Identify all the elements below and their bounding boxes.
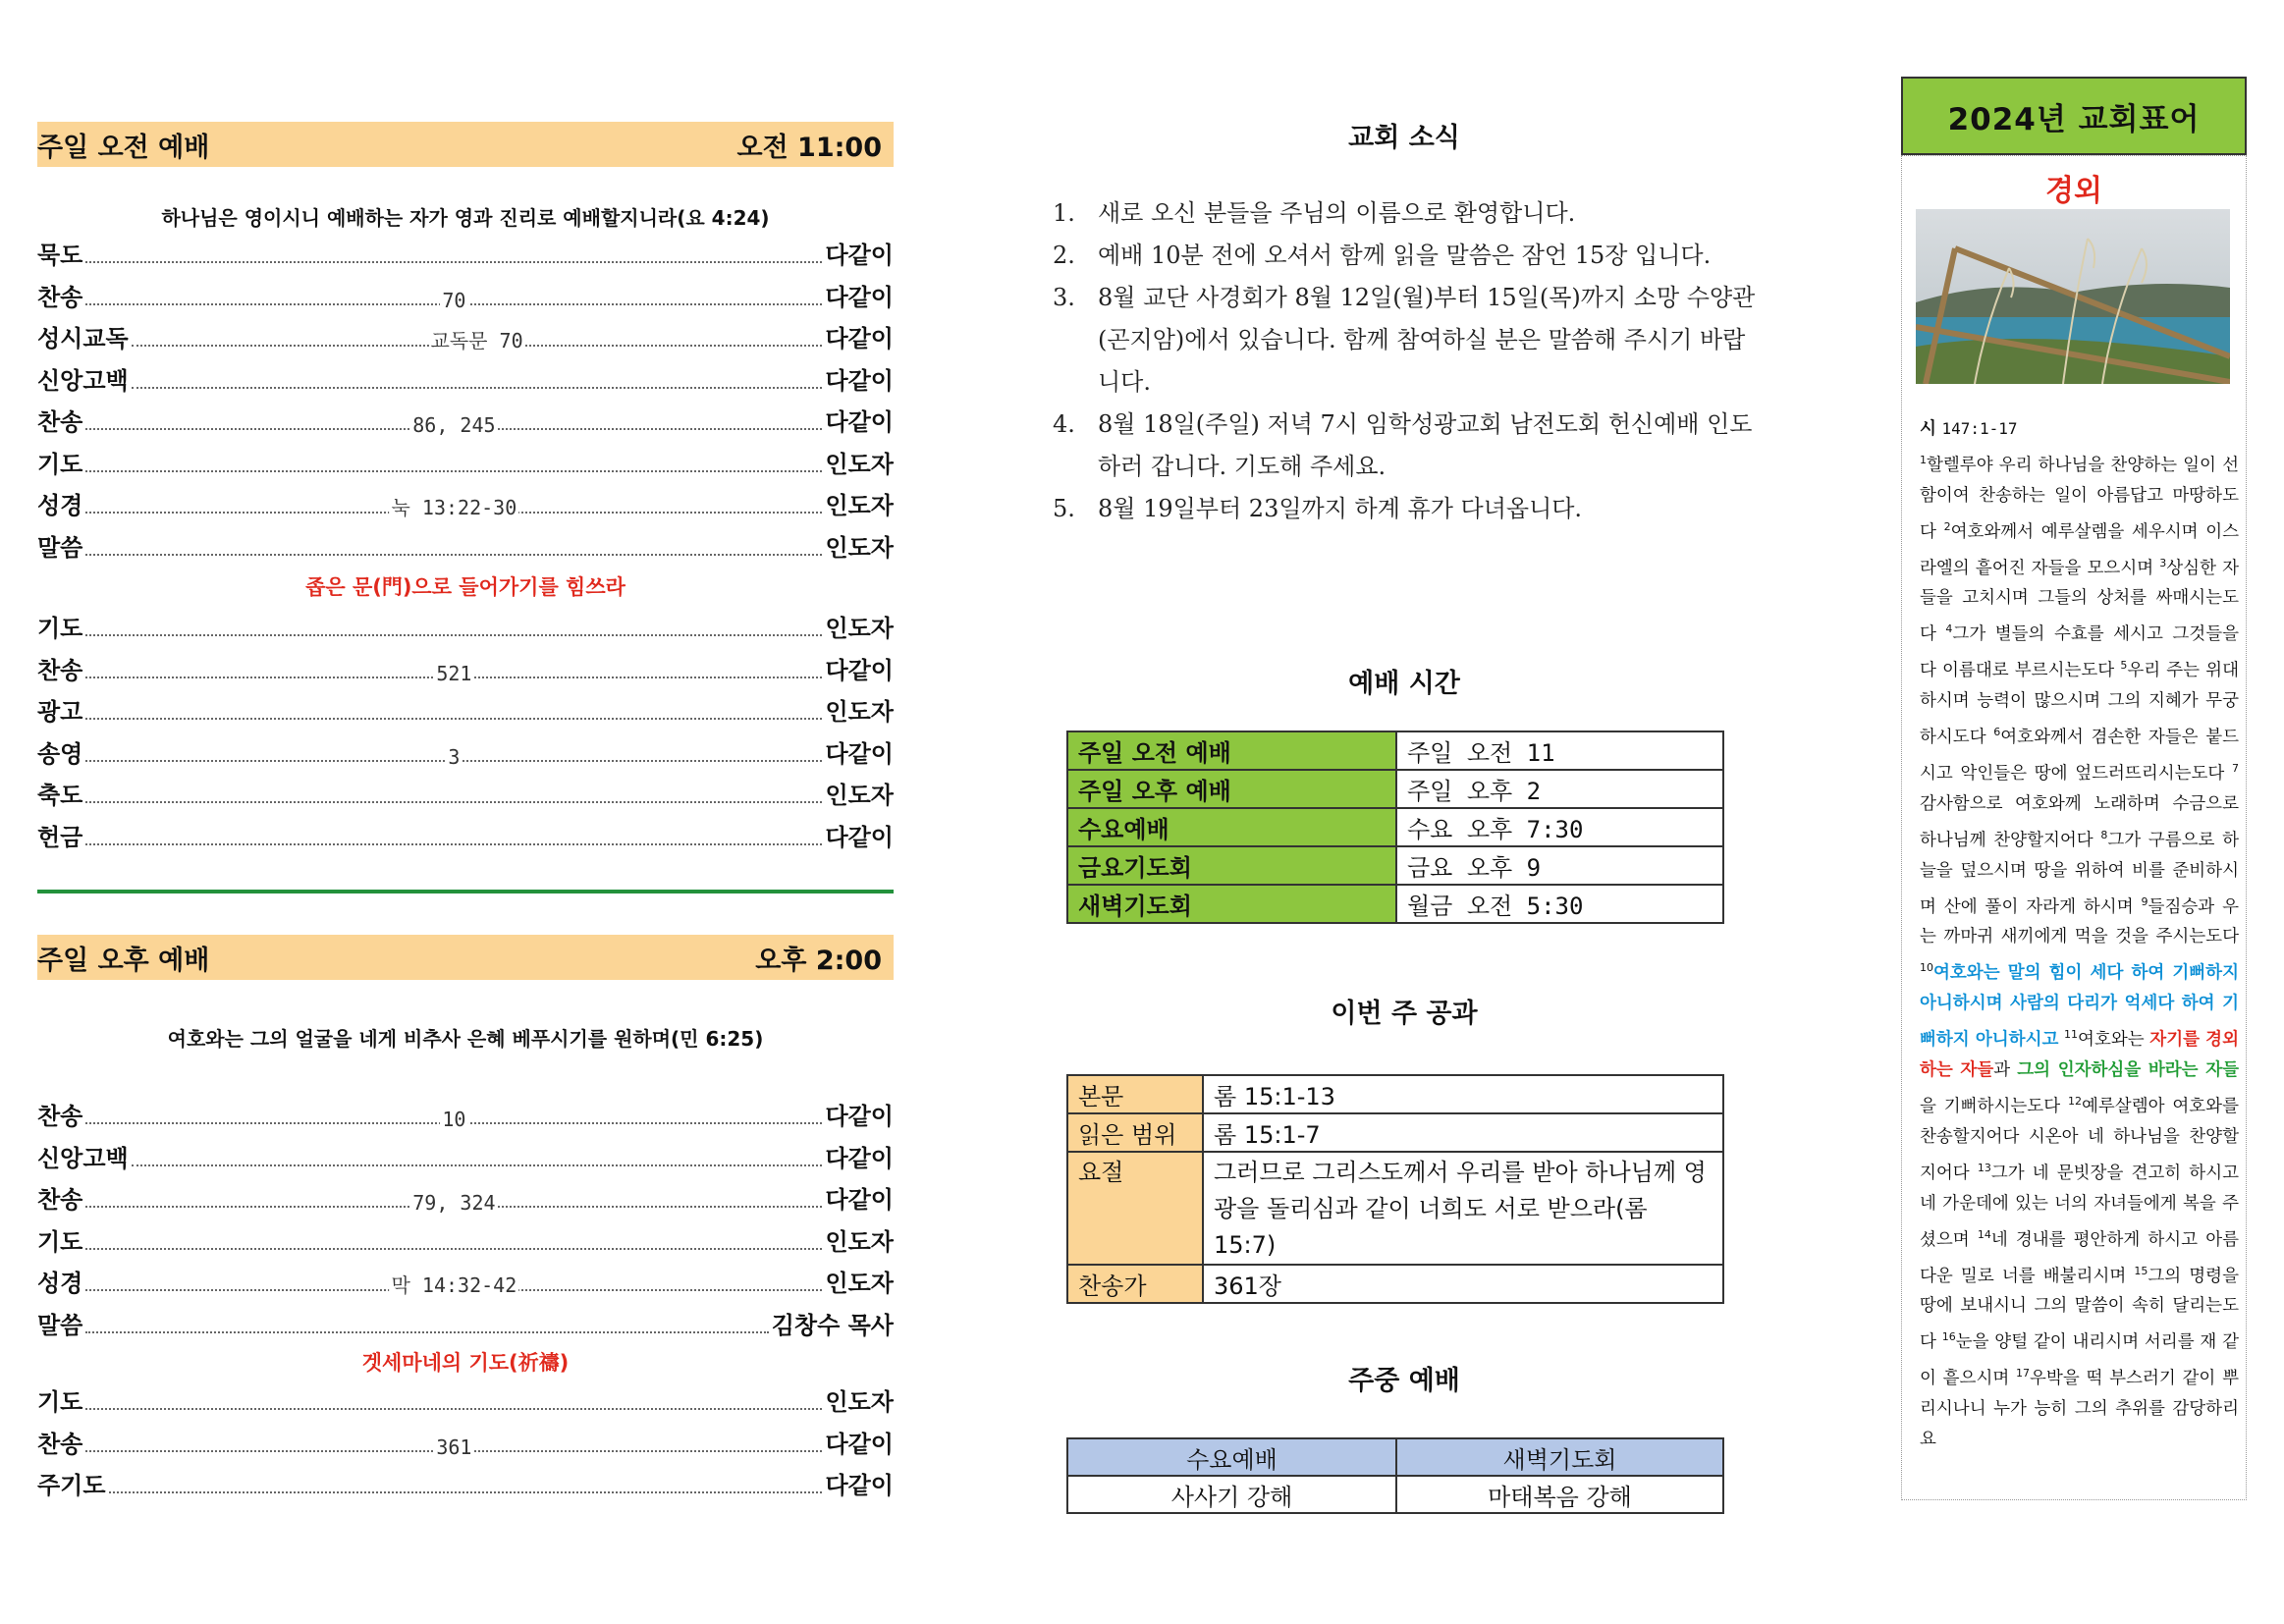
order-label: 송영 xyxy=(37,739,83,768)
news-item xyxy=(1053,488,1760,530)
order-row xyxy=(37,1097,894,1139)
order-role: 인도자 xyxy=(825,698,894,726)
news-number: 5. xyxy=(1053,495,1075,522)
leader-dots xyxy=(85,1408,822,1410)
order-row xyxy=(37,609,894,651)
order-role: 다같이 xyxy=(825,1103,894,1130)
order-label: 신앙고백 xyxy=(37,1144,129,1172)
order-label: 광고 xyxy=(37,698,83,726)
service-when: 월금 오전 5:30 xyxy=(1396,885,1723,923)
lesson-value: 361장 xyxy=(1203,1265,1723,1303)
order-label: 신앙고백 xyxy=(37,366,129,395)
leader-dots xyxy=(85,634,822,636)
order-row xyxy=(37,1222,894,1265)
news-item xyxy=(1053,277,1760,404)
leader-dots xyxy=(85,1248,822,1250)
leader-dots xyxy=(132,387,823,389)
order-role: 다같이 xyxy=(825,283,894,311)
leader-dots xyxy=(85,554,822,556)
lesson-table xyxy=(1066,1074,1724,1304)
leader-dots xyxy=(85,1435,822,1459)
afternoon-order-list-2 xyxy=(37,1382,894,1508)
order-detail: 교독문 70 xyxy=(429,325,525,353)
order-role: 다같이 xyxy=(825,1472,894,1499)
news-item xyxy=(1053,192,1760,235)
order-row xyxy=(37,278,894,320)
order-row xyxy=(37,818,894,860)
order-row xyxy=(37,403,894,445)
order-row xyxy=(37,1264,894,1306)
order-row xyxy=(37,319,894,361)
lesson-row xyxy=(1067,1152,1723,1265)
section-divider xyxy=(37,890,894,893)
leader-dots xyxy=(85,718,822,720)
service-name: 수요예배 xyxy=(1067,808,1396,846)
afternoon-sermon-title: 겟세마네의 기도(祈禱) xyxy=(361,1351,570,1375)
service-when: 주일 오후 2 xyxy=(1396,770,1723,808)
motto-banner: 2024년 교회표어 xyxy=(1901,77,2247,155)
order-label: 찬송 xyxy=(37,656,83,684)
leader-dots xyxy=(132,329,823,352)
leader-dots xyxy=(85,744,822,769)
afternoon-service-title: 주일 오후 예배 xyxy=(37,945,210,976)
order-label: 말씀 xyxy=(37,1311,83,1339)
order-label: 헌금 xyxy=(37,823,83,851)
motto-word: 경외 xyxy=(2045,174,2102,208)
service-when: 금요 오후 9 xyxy=(1396,846,1723,885)
weekday-title: 주중 예배 xyxy=(1348,1366,1460,1396)
order-row xyxy=(37,528,894,570)
order-label: 찬송 xyxy=(37,283,83,311)
service-name: 주일 오후 예배 xyxy=(1067,770,1396,808)
order-role: 다같이 xyxy=(825,656,894,684)
order-role: 인도자 xyxy=(825,492,894,519)
leader-dots xyxy=(85,1273,822,1297)
news-item xyxy=(1053,235,1760,277)
order-row xyxy=(37,445,894,487)
news-title: 교회 소식 xyxy=(1348,123,1460,153)
order-row xyxy=(37,236,894,278)
lesson-value: 그러므로 그리스도께서 우리를 받아 하나님께 영광을 돌리심과 같이 너희도 서로 받으라(롬 15:7) xyxy=(1203,1152,1723,1265)
order-role: 인도자 xyxy=(825,533,894,562)
order-role: 다같이 xyxy=(825,242,894,269)
leader-dots xyxy=(85,1191,822,1215)
order-detail: 361 xyxy=(436,1435,472,1459)
lesson-key: 본문 xyxy=(1067,1075,1203,1113)
motto-panel xyxy=(1901,155,2247,1500)
leader-dots xyxy=(85,661,822,685)
lesson-value: 롬 15:1-7 xyxy=(1203,1113,1723,1152)
order-row xyxy=(37,1382,894,1425)
news-item xyxy=(1053,404,1760,488)
order-detail: 10 xyxy=(442,1108,466,1131)
morning-service-time: 오전 11:00 xyxy=(736,132,882,163)
order-label: 성경 xyxy=(37,1270,83,1297)
order-row xyxy=(37,1425,894,1467)
leader-dots xyxy=(85,496,822,519)
order-label: 찬송 xyxy=(37,1186,83,1214)
order-label: 찬송 xyxy=(37,1103,83,1130)
order-role: 다같이 xyxy=(825,1186,894,1214)
afternoon-service-time: 오후 2:00 xyxy=(755,945,882,976)
leader-dots xyxy=(109,1491,823,1493)
times-row xyxy=(1067,731,1723,770)
leader-dots xyxy=(85,1331,768,1333)
weekday-table xyxy=(1066,1437,1724,1514)
weekday-header-dawn: 새벽기도회 xyxy=(1396,1438,1723,1476)
leader-dots xyxy=(85,843,822,845)
order-label: 말씀 xyxy=(37,533,83,562)
order-role: 김창수 목사 xyxy=(771,1311,894,1339)
news-list xyxy=(1053,192,1760,530)
order-label: 주기도 xyxy=(37,1472,106,1499)
order-role: 인도자 xyxy=(825,1227,894,1256)
order-detail: 86, 245 xyxy=(412,413,496,437)
order-role: 인도자 xyxy=(825,1388,894,1416)
leader-dots xyxy=(85,413,822,437)
order-row xyxy=(37,1139,894,1181)
order-role: 다같이 xyxy=(825,325,894,352)
order-role: 인도자 xyxy=(825,782,894,809)
order-role: 인도자 xyxy=(825,450,894,478)
leader-dots xyxy=(85,470,822,472)
times-row xyxy=(1067,846,1723,885)
leader-dots xyxy=(85,261,822,263)
order-role: 다같이 xyxy=(825,1144,894,1172)
times-row xyxy=(1067,885,1723,923)
leader-dots xyxy=(85,1108,822,1131)
morning-sermon-title: 좁은 문(門)으로 들어가기를 힘쓰라 xyxy=(305,575,625,599)
news-text: 예배 10분 전에 오셔서 함께 읽을 말씀은 잠언 15장 입니다. xyxy=(1098,242,1712,269)
order-detail: 521 xyxy=(436,661,472,685)
afternoon-service-header xyxy=(37,935,894,980)
lesson-key: 읽은 범위 xyxy=(1067,1113,1203,1152)
service-times-table xyxy=(1066,731,1724,924)
order-detail: 79, 324 xyxy=(412,1191,496,1215)
lesson-key: 요절 xyxy=(1067,1152,1203,1265)
lesson-title: 이번 주 공과 xyxy=(1331,999,1478,1029)
leader-dots xyxy=(85,288,822,312)
times-title: 예배 시간 xyxy=(1348,669,1460,699)
order-row xyxy=(37,486,894,528)
morning-order-list xyxy=(37,236,894,569)
service-when: 수요 오후 7:30 xyxy=(1396,808,1723,846)
motto-photo xyxy=(1916,209,2230,384)
news-number: 3. xyxy=(1053,284,1075,311)
news-text: 8월 19일부터 23일까지 하계 휴가 다녀옵니다. xyxy=(1098,495,1583,522)
psalm-ref: 147:1-17 xyxy=(1941,419,2018,438)
order-label: 기도 xyxy=(37,1227,83,1256)
order-label: 축도 xyxy=(37,782,83,809)
order-label: 기도 xyxy=(37,450,83,478)
lesson-row xyxy=(1067,1265,1723,1303)
order-role: 다같이 xyxy=(825,1430,894,1458)
service-name: 주일 오전 예배 xyxy=(1067,731,1396,770)
order-row xyxy=(37,692,894,734)
lesson-key: 찬송가 xyxy=(1067,1265,1203,1303)
weekday-value-dawn: 마태복음 강해 xyxy=(1396,1476,1723,1513)
order-detail: 3 xyxy=(448,744,461,769)
leader-dots xyxy=(85,801,822,803)
news-number: 4. xyxy=(1053,410,1075,438)
order-label: 성시교독 xyxy=(37,325,129,352)
order-label: 찬송 xyxy=(37,408,83,436)
morning-service-header xyxy=(37,122,894,167)
order-label: 찬송 xyxy=(37,1430,83,1458)
order-role: 인도자 xyxy=(825,1270,894,1297)
order-role: 인도자 xyxy=(825,615,894,642)
psalm-ref-label: 시 xyxy=(1920,419,1936,439)
order-label: 성경 xyxy=(37,492,83,519)
order-role: 다같이 xyxy=(825,366,894,395)
service-when: 주일 오전 11 xyxy=(1396,731,1723,770)
order-label: 기도 xyxy=(37,615,83,642)
landscape-photo-icon xyxy=(1916,209,2230,384)
order-detail: 70 xyxy=(442,288,466,312)
news-number: 1. xyxy=(1053,199,1075,227)
order-row xyxy=(37,1306,894,1348)
news-number: 2. xyxy=(1053,242,1075,269)
service-name: 새벽기도회 xyxy=(1067,885,1396,923)
order-row xyxy=(37,1466,894,1508)
weekday-value-wed: 사사기 강해 xyxy=(1067,1476,1396,1513)
order-role: 다같이 xyxy=(825,739,894,768)
order-role: 다같이 xyxy=(825,408,894,436)
psalm-text: 시 147:1-17 $^1$할렐루야 우리 하나님을 찬양하는 일이 선함이여 찬송하는 일이 아름답고 마땅하도다 $^2$여호와께서 예루살렘을 세우시며 이스라엘의 흩어진 자들을 모으시며 $^3$상심한 자들을 고치시며 그들의 상처를 싸매시는도다 $^4$그가 별들의 수효를 세시고 그것들을 다 이름대로 부르시는도다 $^5$우리 주는 위대하시며 능력이 많으시며 그의 지혜가 무궁하시도다 $^6$여호와께서 겸손한 자들은 붙드시고 악인들은 땅에 엎드러뜨리시는도다 $^7$감사함으로 여호와께 노래하며 수금으로 하나님께 찬양할지어다 $^8$그가 구름으로 하늘을 덮으시며 땅을 위하여 비를 준비하시며 산에 풀이 자라게 하시며 $^9$들짐승과 우는 까마귀 새끼에게 먹을 것을 주시는도다 $^{10}$여호와는 말의 힘이 세다 하여 기뻐하지 아니하시며 사람의 다리가 억세다 하여 기뻐하지 아니하시고 $^{11}$여호와는 자기를 경외하는 자들과 그의 인자하심을 바라는 자들을 기뻐하시는도다 $^{12}$예루살렘아 여호와를 찬송할지어다 시온아 네 하나님을 찬양할지어다 $^{13}$그가 네 문빗장을 견고히 하시고 네 가운데에 있는 너의 자녀들에게 복을 주셨으며 $^{14}$네 경내를 평안하게 하시고 아름다운 밀로 너를 배불리시며 $^{15}$그의 명령을 땅에 보내시니 그의 말씀이 속히 달리는도다 $^{16}$눈을 양털 같이 내리시며 서리를 재 같이 흩으시며 $^{17}$우박을 떡 부스러기 같이 뿌리시나니 누가 능히 그의 추위를 감당하리요 xyxy=(1920,419,2240,1450)
weekday-header-wed: 수요예배 xyxy=(1067,1438,1396,1476)
order-role: 다같이 xyxy=(825,823,894,851)
leader-dots xyxy=(132,1164,823,1166)
news-text: 8월 교단 사경회가 8월 12일(월)부터 15일(목)까지 소망 수양관(곤지암)에서 있습니다. 함께 참여하실 분은 말씀해 주시기 바랍니다. xyxy=(1098,284,1756,396)
afternoon-order-list xyxy=(37,1097,894,1347)
morning-verse: 하나님은 영이시니 예배하는 자가 영과 진리로 예배할지니라(요 4:24) xyxy=(161,206,770,230)
morning-service-title: 주일 오전 예배 xyxy=(37,132,210,163)
news-text: 새로 오신 분들을 주님의 이름으로 환영합니다. xyxy=(1098,199,1576,227)
lesson-row xyxy=(1067,1113,1723,1152)
times-row xyxy=(1067,770,1723,808)
order-row xyxy=(37,1180,894,1222)
news-text: 8월 18일(주일) 저녁 7시 임학성광교회 남전도회 헌신예배 인도하러 갑니다. 기도해 주세요. xyxy=(1098,410,1753,480)
morning-order-list-2 xyxy=(37,609,894,859)
order-row xyxy=(37,651,894,693)
afternoon-verse: 여호와는 그의 얼굴을 네게 비추사 은혜 베푸시기를 원하며(민 6:25) xyxy=(167,1027,764,1051)
times-row xyxy=(1067,808,1723,846)
order-row xyxy=(37,776,894,818)
order-detail: 막 14:32-42 xyxy=(390,1270,519,1298)
lesson-value: 롬 15:1-13 xyxy=(1203,1075,1723,1113)
order-label: 묵도 xyxy=(37,242,83,269)
order-label: 기도 xyxy=(37,1388,83,1416)
order-row xyxy=(37,361,894,404)
order-detail: 눅 13:22-30 xyxy=(390,492,519,520)
order-row xyxy=(37,734,894,777)
lesson-row xyxy=(1067,1075,1723,1113)
service-name: 금요기도회 xyxy=(1067,846,1396,885)
